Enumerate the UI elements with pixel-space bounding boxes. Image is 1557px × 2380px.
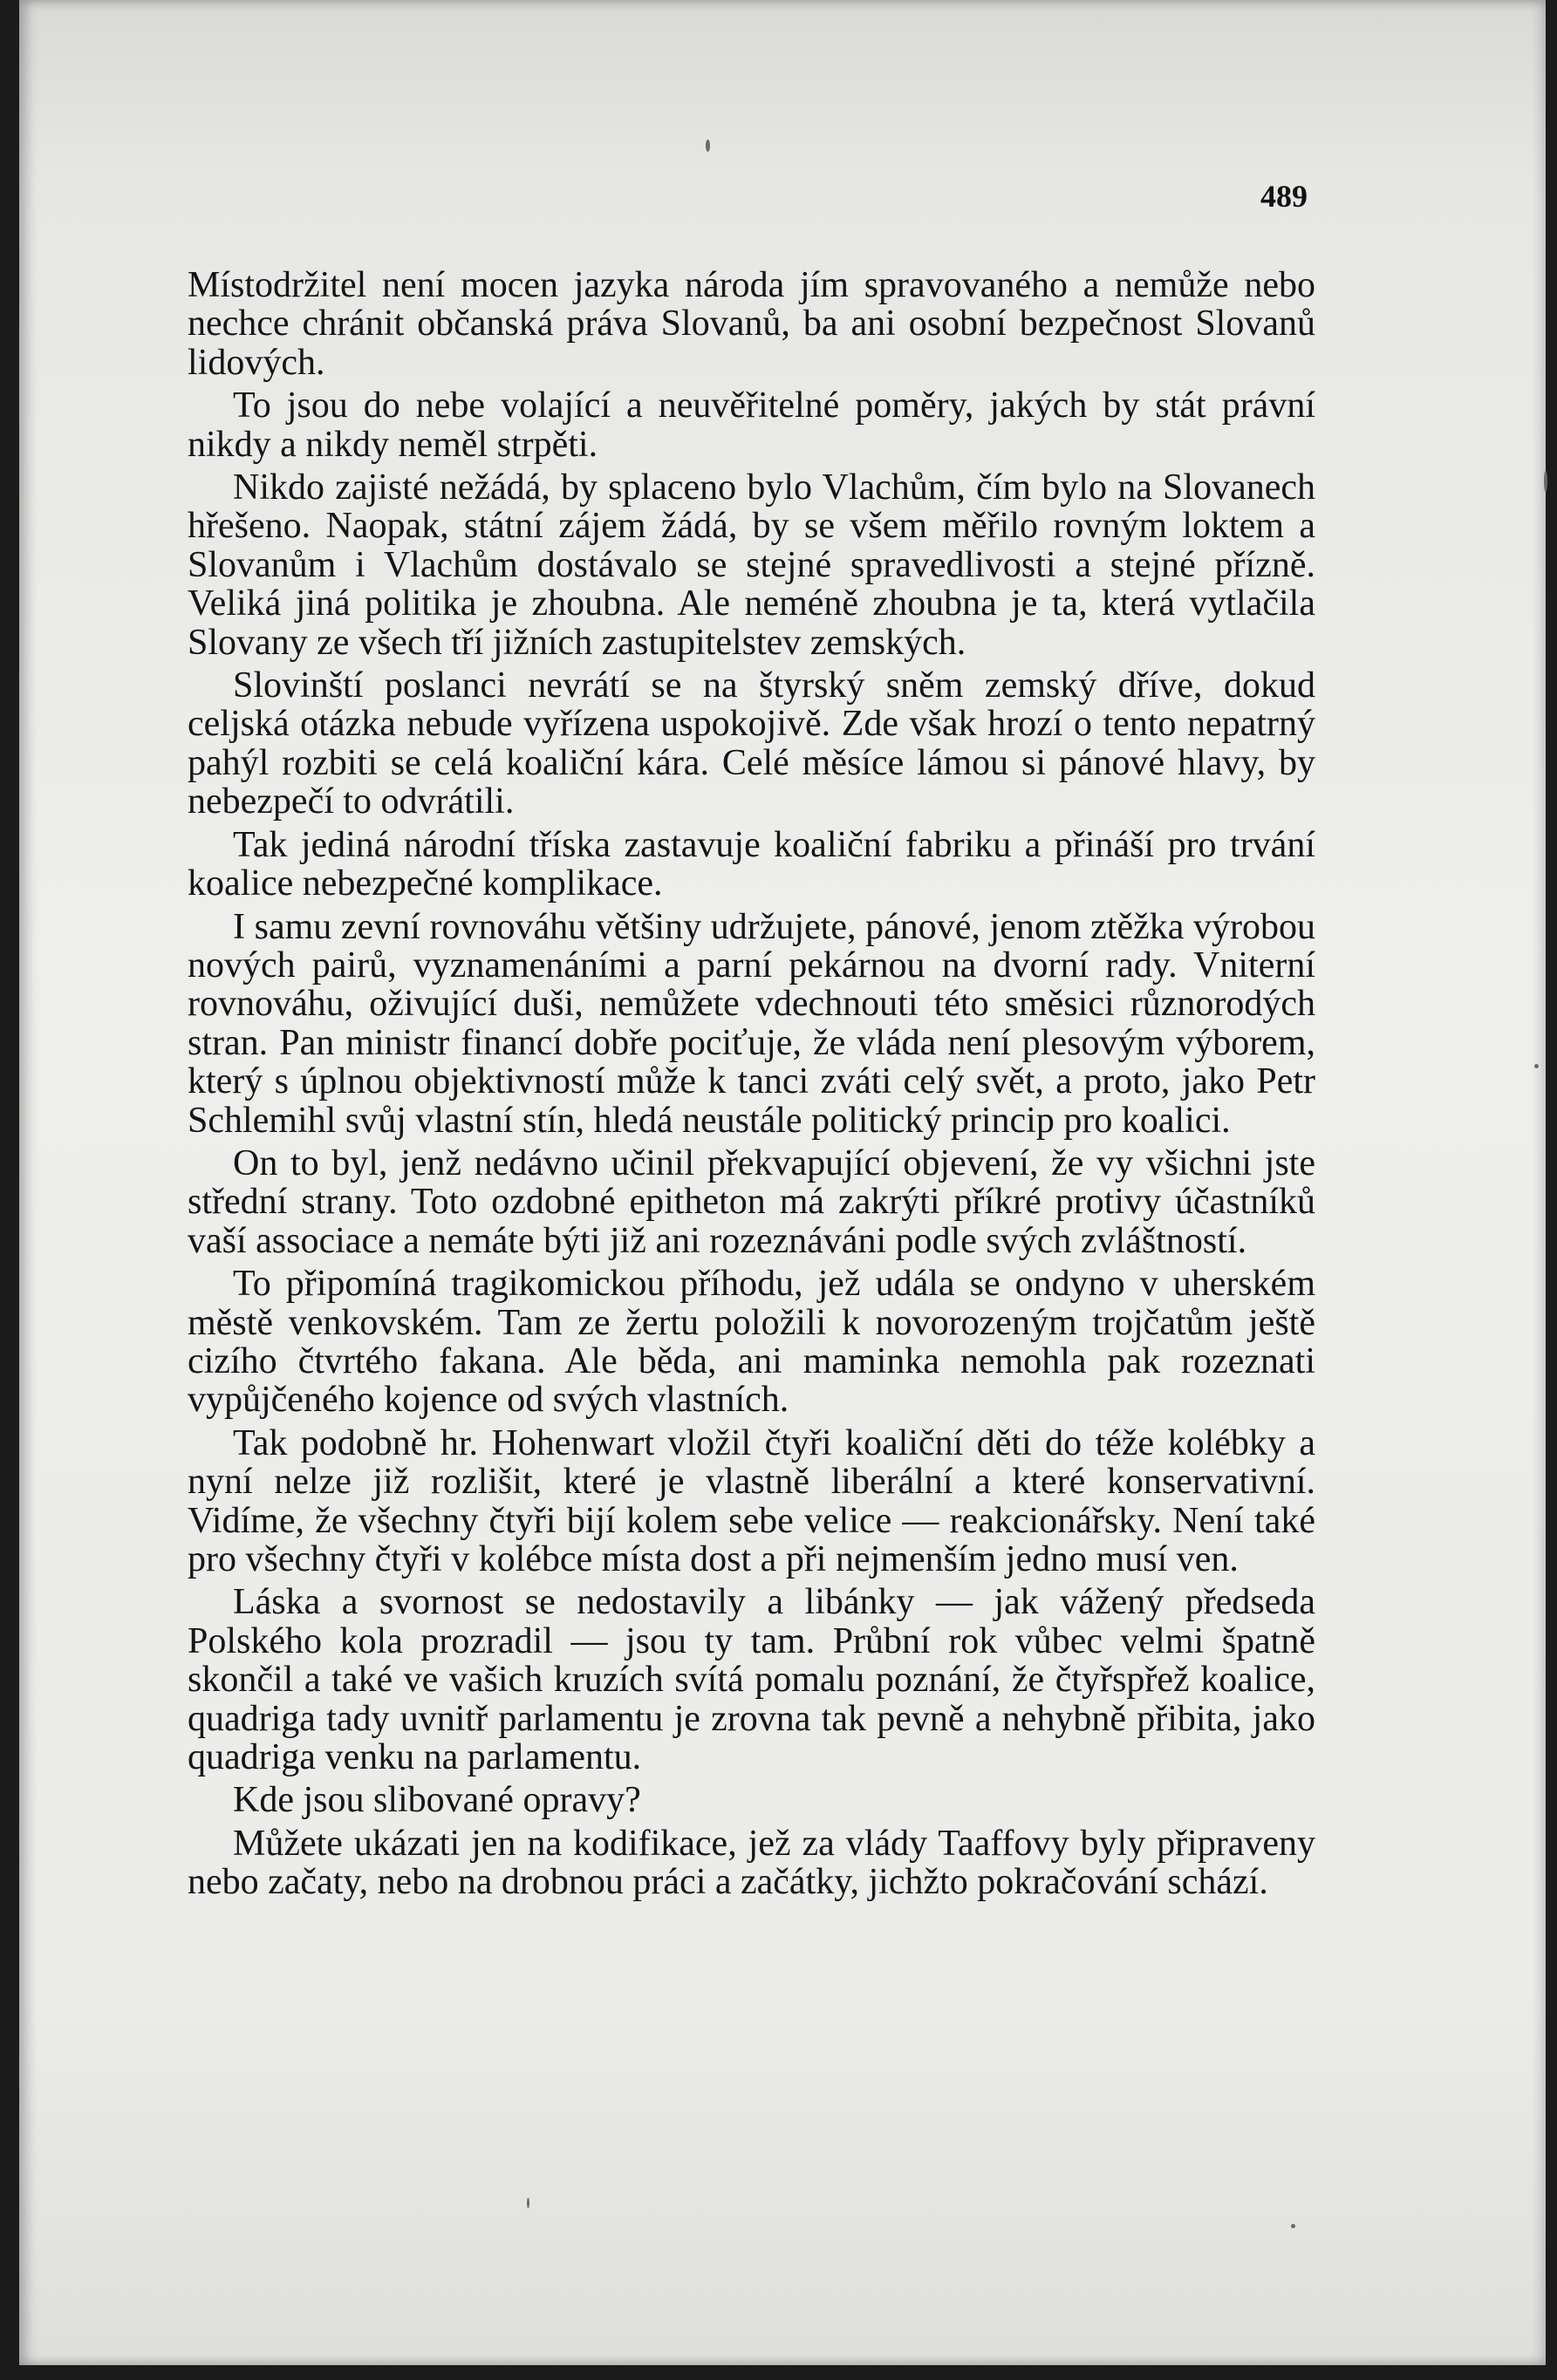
paragraph: Místodržitel není mocen jazyka národa jím spravovaného a nemůže nebo nechce chránit občanská práva Slovanů, ba ani osobní bezpečnost Slovanů lidových.: [188, 265, 1315, 383]
paragraph: Kde jsou slibované opravy?: [233, 1780, 641, 1821]
paragraph: Nikdo zajisté nežádá, by splaceno bylo Vlachům, čím bylo na Slovanech hřešeno. Naopak, státní zájem žádá, by se všem měřilo rovným loktem a Slovanům i Vlachům dostávalo se stejné spravedlivosti a stejné přízně. Veliká jiná politika je zhoubna. Ale neméně zhoubna je ta, která vytlačila Slovany ze všech tří jižních zastupitelstev zemských.: [188, 467, 1315, 663]
paragraph: Láska a svornost se nedostavily a libánky — jak vážený předseda Polského kola prozradil — jsou ty tam. Průbní rok vůbec velmi špatně skončil a také ve vašich kruzích svítá pomalu poznání, že čtyřspřež koalice, quadriga tady uvnitř parlamentu je zrovna tak pevně a nehybně přibita, jako quadriga venku na parlamentu.: [188, 1582, 1315, 1778]
paragraph: To jsou do nebe volající a neuvěřitelné poměry, jakých by stát právní nikdy a nikdy neměl strpěti.: [188, 385, 1315, 465]
page-number: 489: [1260, 179, 1308, 214]
paragraph: On to byl, jenž nedávno učinil překvapující objevení, že vy všichni jste střední strany. Toto ozdobné epitheton má zakrýti příkré protivy účastníků vaší associace a nemáte býti již ani rozeznáváni podle svých zvláštností.: [188, 1142, 1315, 1261]
paragraph: Tak podobně hr. Hohenwart vložil čtyři koaliční děti do téže kolébky a nyní nelze již rozlišit, které je vlastně liberální a které konservativní. Vidíme, že všechny čtyři bijí kolem sebe velice — reakcionářsky. Není také pro všechny čtyři v kolébce místa dost a při nejmenším jedno musí ven.: [188, 1422, 1315, 1579]
paragraph: Slovinští poslanci nevrátí se na štyrský sněm zemský dříve, dokud celjská otázka nebude vyřízena uspokojivě. Zde však hrozí o tento nepatrný pahýl rozbiti se celá koaliční kára. Celé měsíce lámou si pánové hlavy, by nebezpečí to odvrátili.: [188, 665, 1315, 822]
paragraph: To připomíná tragikomickou příhodu, jež udála se ondyno v uherském městě venkovském. Tam ze žertu položili k novorozeným trojčatům ještě cizího čtvrtého fakana. Ale běda, ani maminka nemohla pak rozeznati vypůjčeného kojence od svých vlastních.: [188, 1264, 1315, 1421]
body-text: [188, 266, 1315, 1906]
book-page: [19, 0, 1546, 2365]
paragraph: I samu zevní rovnováhu většiny udržujete, pánové, jenom ztěžka výrobou nových pairů, vyznamenáními a parní pekárnou na dvorní rady. Vniterní rovnováhu, oživující duši, nemůžete vdechnouti této směsici různorodých stran. Pan ministr financí dobře pociťuje, že vláda není plesovým výborem, který s úplnou objektivností může k tanci zváti celý svět, a proto, jako Petr Schlemihl svůj vlastní stín, hledá neustále politický princip pro koalici.: [188, 906, 1315, 1141]
paragraph: Můžete ukázati jen na kodifikace, jež za vlády Taaffovy byly připraveny nebo začaty, nebo na drobnou práci a začátky, jichžto pokračování schází.: [188, 1823, 1315, 1903]
paragraph: Tak jediná národní tříska zastavuje koaliční fabriku a přináší pro trvání koalice nebezpečné komplikace.: [188, 824, 1315, 904]
